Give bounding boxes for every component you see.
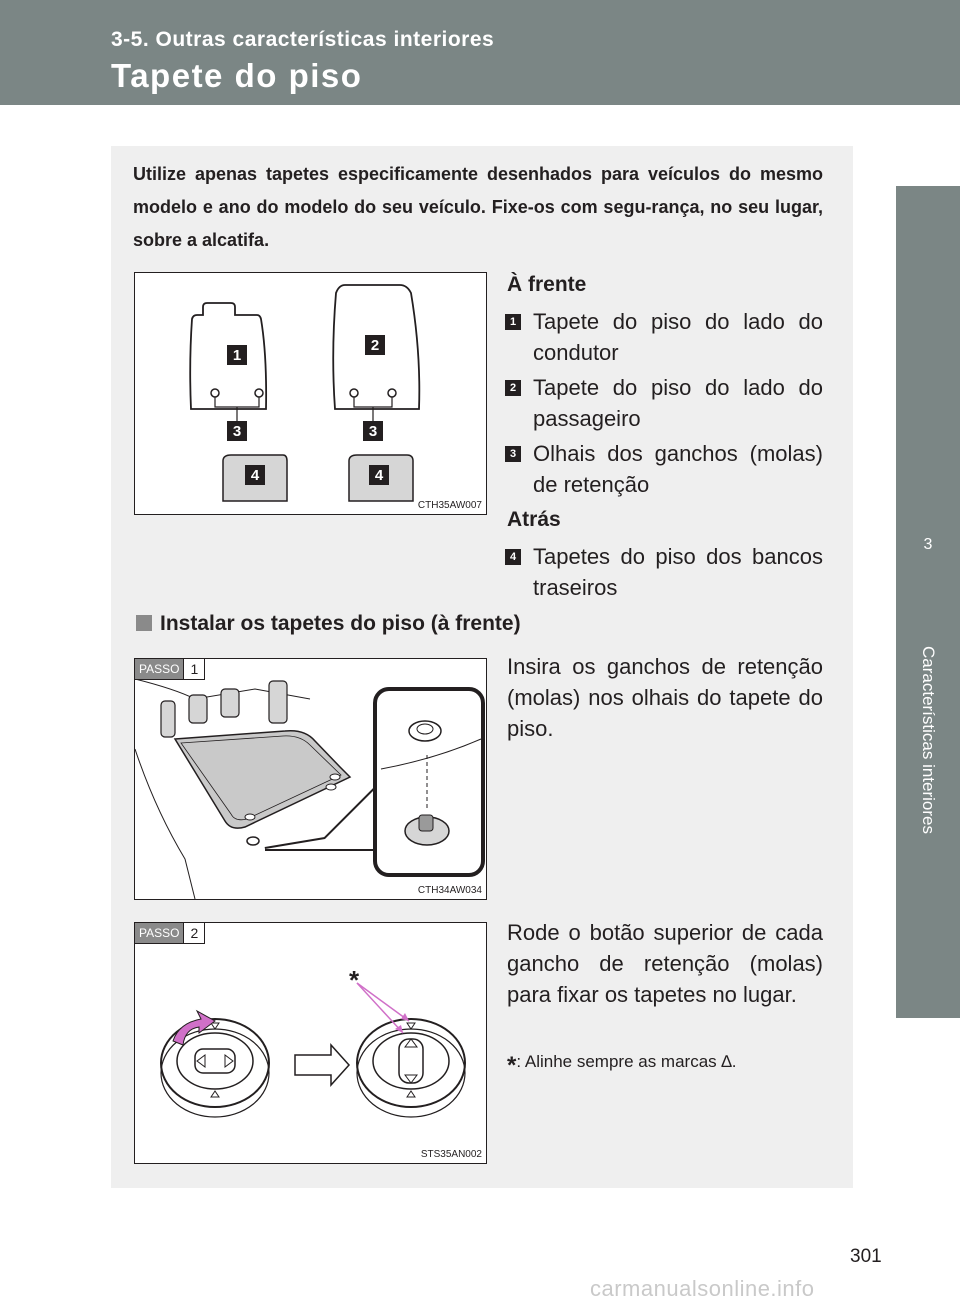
- step2-text: Rode o botão superior de cada gancho de retenção (molas) para fixar os tapetes no lugar.: [507, 920, 823, 1007]
- figure-label: 4: [374, 467, 384, 484]
- page-number: 301: [850, 1246, 882, 1267]
- figure-label: 4: [250, 467, 260, 484]
- legend-item: [505, 541, 823, 603]
- figure-label: 1: [232, 347, 242, 364]
- step1-badge: [135, 659, 205, 680]
- step-label: PASSO: [135, 659, 183, 679]
- legend-text: Tapete do piso do lado do condutor: [533, 309, 823, 365]
- hook-eyelet: [388, 389, 396, 397]
- step2-figure: [134, 922, 487, 1164]
- figure-code: CTH34AW034: [417, 885, 482, 896]
- step2-badge: [135, 923, 205, 944]
- alignment-note: [507, 1052, 827, 1080]
- step1-text: Insira os ganchos de retenção (molas) nos olhais do tapete do piso.: [507, 654, 823, 741]
- step-number: 1: [183, 659, 204, 679]
- note-text: : Alinhe sempre as marcas ∆.: [516, 1052, 737, 1071]
- right-arrow-icon: [295, 1045, 349, 1085]
- hook-eyelet: [255, 389, 263, 397]
- legend-badge: 2: [505, 380, 521, 396]
- step1-drawing: [135, 659, 486, 899]
- step1-figure: [134, 658, 487, 900]
- step2-drawing: [135, 923, 486, 1163]
- side-tab-top: [896, 186, 960, 240]
- legend-text: Tapete do piso do lado do passageiro: [533, 375, 823, 431]
- side-tab-label: Características interiores: [919, 645, 938, 835]
- legend-badge: 4: [505, 549, 521, 565]
- hook-eyelet: [350, 389, 358, 397]
- legend-item: [505, 306, 823, 368]
- legend-item: [505, 438, 823, 500]
- watermark[interactable]: carmanualsonline.info: [590, 1276, 815, 1301]
- floor-mats-figure: [134, 272, 487, 515]
- hook-eyelet: [211, 389, 219, 397]
- side-tab[interactable]: [896, 240, 960, 1018]
- side-tab-number: 3: [923, 536, 933, 553]
- figure-label: 3: [368, 423, 378, 440]
- page-header: [0, 0, 960, 105]
- legend-badge: 3: [505, 446, 521, 462]
- section-title: 3-5. Outras características interiores: [111, 28, 495, 51]
- legend-text: Tapetes do piso dos bancos traseiros: [533, 544, 823, 600]
- legend-badge: 1: [505, 314, 521, 330]
- figure-code: CTH35AW007: [417, 500, 482, 511]
- front-heading: À frente: [507, 273, 587, 296]
- install-heading-text: Instalar os tapetes do piso (à frente): [160, 612, 521, 635]
- page-title: Tapete do piso: [111, 57, 363, 94]
- intro-text: Utilize apenas tapetes especificamente desenhados para veículos do mesmo modelo e ano do modelo do seu veículo. Fixe-os com segu-rança, no seu lugar, sobre a alcatifa.: [133, 164, 823, 250]
- floor-mats-drawing: [135, 273, 486, 514]
- floor-mat-shape: [175, 731, 350, 828]
- install-heading: [136, 612, 521, 636]
- legend-item: [505, 372, 823, 434]
- asterisk-marker: *: [349, 965, 360, 995]
- legend-text: Olhais dos ganchos (molas) de retenção: [533, 441, 823, 497]
- figure-code: STS35AN002: [420, 1149, 482, 1160]
- rear-heading: Atrás: [507, 508, 561, 531]
- figure-label: 2: [370, 337, 380, 354]
- note-asterisk: *: [507, 1052, 517, 1079]
- bullet-square-icon: [136, 615, 152, 631]
- step-number: 2: [183, 923, 204, 943]
- step-label: PASSO: [135, 923, 183, 943]
- figure-label: 3: [232, 423, 242, 440]
